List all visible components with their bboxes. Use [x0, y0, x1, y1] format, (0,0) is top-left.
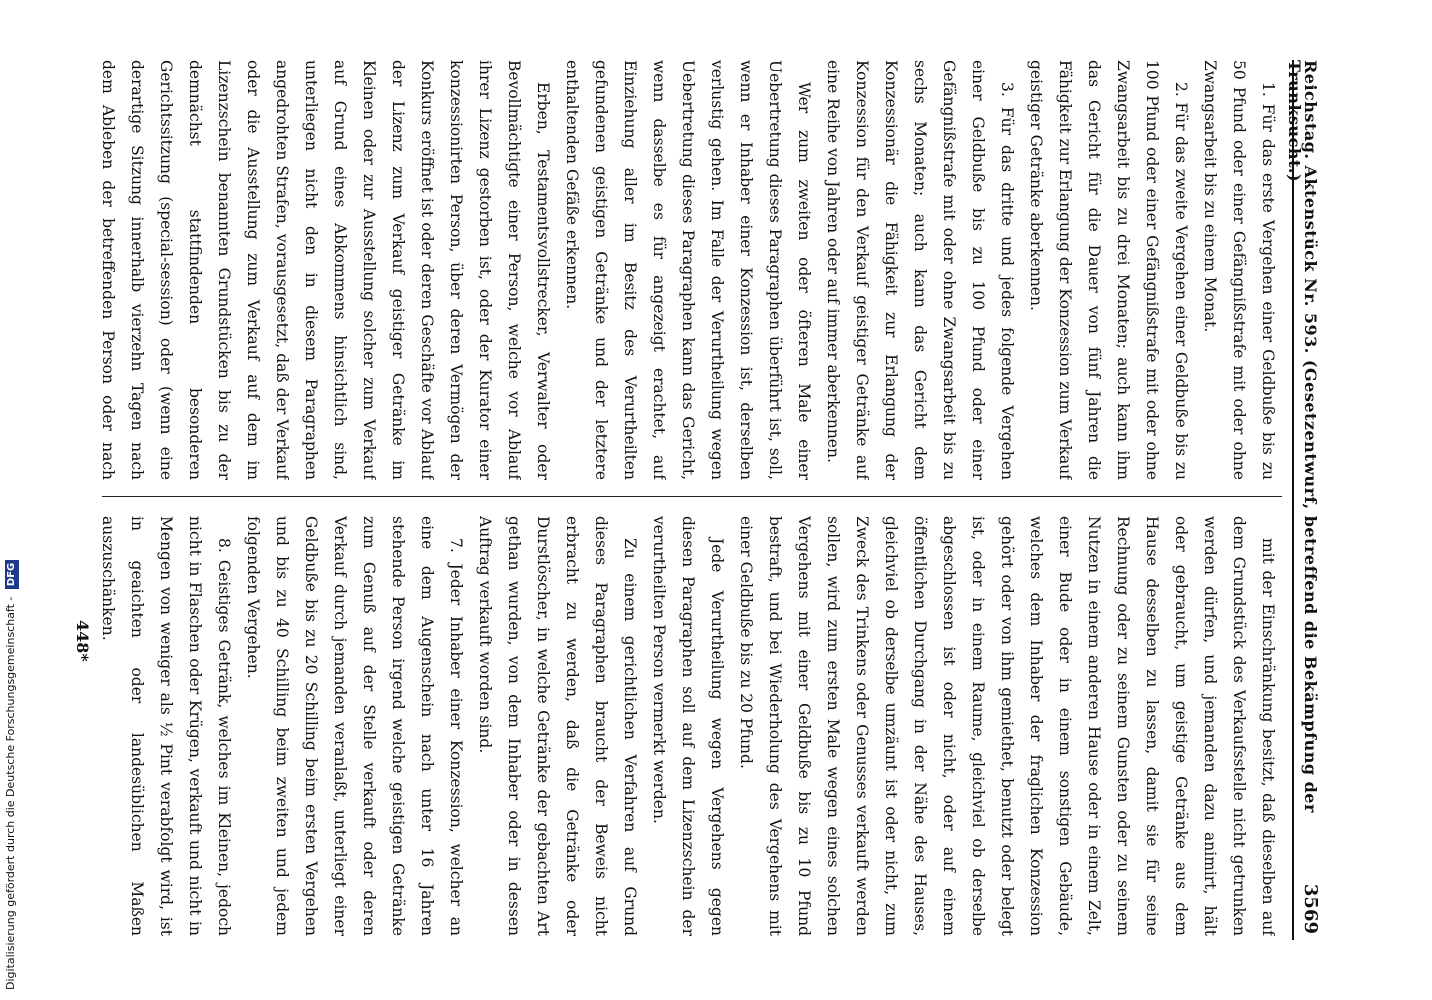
page-header	[1285, 60, 1344, 940]
paragraph: 8. Geistiges Getränk, welches im Kleinen, jedoch nicht in Flaschen oder Krügen, verkauft und nicht in Mengen von weniger als ½ Pint verabfolgt wird, ist in geaichten oder landesüblichen Maßen auszuschänken.	[99, 516, 233, 936]
folio-mark: 448*	[73, 620, 92, 662]
paragraph: mit der Einschränkung besitzt, daß dieselben auf dem Grundstück des Verkaufsstelle nicht getrunken werden dürfen, und jemanden dazu animirt, hält oder gebraucht, um geistige Getränke aus dem Hause desselben zu lassen, damit sie für seine Rechnung oder zu seinem Gunsten oder zu seinem Nutzen in einem anderen Hause oder in einem Zelt, einer Bude oder in einem sonstigen Gebäude, welches dem Inhaber der fraglichen Konzession gehört oder von ihm gemiethet, benutzt oder belegt ist, oder in einem Raume, gleichviel ob derselbe abgeschlossen ist oder nicht, oder auf einem öffentlichen Durchgang in der Nähe des Hauses, gleichviel ob derselbe umzäunt ist oder nicht, zum Zweck des Trinkens oder Genusses verkauft werden sollen, wird zum ersten Male wegen eines solchen Vergehens mit einer Geldbuße bis zu 10 Pfund bestraft, und bei Wiederholung des Vergehens mit einer Geldbuße bis zu 20 Pfund.	[737, 516, 1277, 936]
paragraph: Jede Verurtheilung wegen Vergehens gegen diesen Paragraphen soll auf dem Lizenzschein der verurtheilten Person vermerkt werden.	[650, 516, 726, 936]
page-number: 3569	[1300, 883, 1321, 934]
column-divider	[102, 496, 1282, 497]
dfg-logo: DFG	[5, 560, 19, 589]
paragraph: 1. Für das erste Vergehen einer Geldbuße bis zu 50 Pfund oder einer Gefängnißstrafe mit oder ohne Zwangsarbeit bis zu einem Monat.	[1201, 60, 1277, 480]
left-column	[92, 60, 1282, 480]
paragraph: Erben, Testamentsvollstrecker, Verwalter oder Bevollmächtigte einer Person, welche vor Ablauf ihrer Lizenz gestorben ist, oder der Kurator einer konzessionirten Person, über deren Vermögen der Konkurs eröffnet ist oder deren Geschäfte vor Ablauf der Lizenz zum Verkauf geistiger Getränke im Kleinen oder zur Ausstellung solcher zum Verkauf auf Grund eines Abkommens hinsichtlich sind, unterliegen nicht den in diesem Paragraphen angedrohten Strafen, vorausgesetzt, daß der Verkauf oder die Ausstellung zum Verkauf auf dem im Lizenzschein benannten Grundstücken bis zu der demnächst stattfindenden besonderen Gerichtssitzung (special-session) oder (wenn eine derartige Sitzung innerhalb vierzehn Tagen nach dem Ableben der betreffenden Person oder nach	[99, 60, 552, 480]
right-column	[92, 516, 1282, 936]
paragraph: 7. Jeder Inhaber einer Konzession, welcher an eine dem Augenschein nach unter 16 Jahren stehende Person irgend welche geistigen Getränke zum Genuß auf der Stelle verkauft oder deren Verkauf durch jemanden veranlaßt, unterliegt einer Geldbuße bis zu 20 Schilling beim ersten Vergehen und bis zu 40 Schilling beim zweiten und jedem folgenden Vergehen.	[244, 516, 465, 936]
digitization-credit	[0, 0, 22, 1000]
paragraph	[92, 516, 93, 936]
paragraph: 3. Für das dritte und jedes folgende Vergehen einer Geldbuße bis zu 100 Pfund oder einer Gefängnißstrafe mit oder ohne Zwangsarbeit bis zu sechs Monaten; auch kann das Gericht dem Konzessionär die Fähigkeit zur Erlangung der Konzession für den Verkauf geistiger Getränke auf eine Reihe von Jahren oder auf immer aberkennen.	[824, 60, 1016, 480]
running-title: Reichstag. Aktenstück Nr. 593. (Gesetzentwurf, betreffend die Bekämpfung der Trunksucht.)	[1285, 60, 1320, 813]
paragraph: 2. Für das zweite Vergehen einer Geldbuße bis zu 100 Pfund oder einer Gefängnißstrafe mit oder ohne Zwangsarbeit bis zu drei Monaten; auch kann ihm das Gericht für die Dauer von fünf Jahren die Fähigkeit zur Erlangung der Konzession zum Verkauf geistiger Getränke aberkennen.	[1027, 60, 1190, 480]
paragraph: Zu einem gerichtlichen Verfahren auf Grund dieses Paragraphen braucht der Beweis nicht erbracht zu werden, daß die Getränke oder Durstlöscher, in welche Getränke der gebachten Art gethan wurden, von dem Inhaber oder in dessen Auftrag verkauft worden sind.	[476, 516, 639, 936]
credit-text: Digitalisierung gefördert durch die Deutsche Forschungsgemeinschaft -	[4, 596, 17, 990]
paragraph: Wer zum zweiten oder öfteren Male einer Uebertretung dieses Paragraphen überführt ist, soll, wenn er Inhaber einer Konzession ist, derselben verlustig gehen. Im Falle der Verurtheilung wegen Uebertretung dieses Paragraphen kann das Gericht, wenn dasselbe es für angezeigt erachtet, auf Einziehung aller im Besitz des Verurtheilten gefundenen geistigen Getränke und der letztere enthaltenden Gefäße erkennen.	[563, 60, 813, 480]
